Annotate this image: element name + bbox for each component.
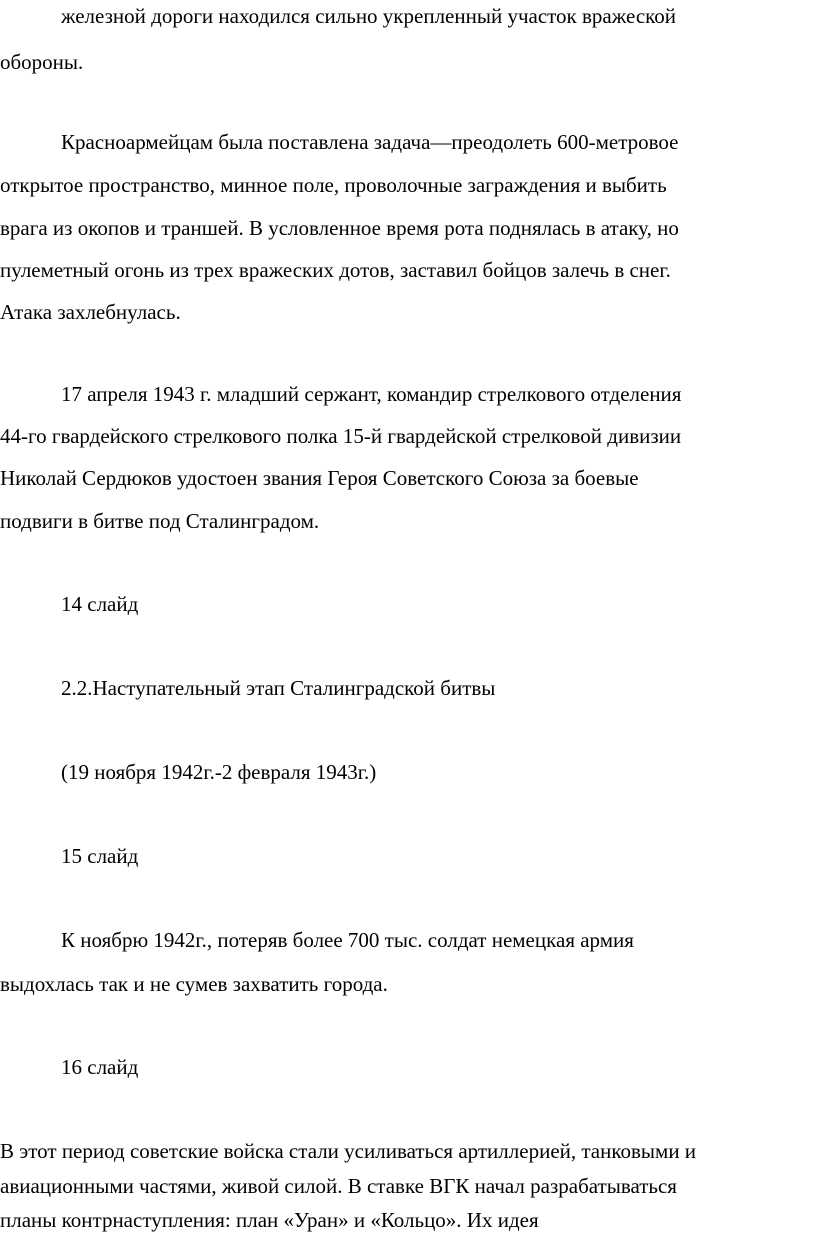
- text-line: К ноябрю 1942г., потеряв более 700 тыс. солдат немецкая армия: [61, 928, 634, 952]
- text-line: В этот период советские войска стали усиливаться артиллерией, танковыми и: [0, 1139, 697, 1163]
- text-line: врага из окопов и траншей. В условленное время рота поднялась в атаку, но: [0, 216, 679, 240]
- text-line: 17 апреля 1943 г. младший сержант, командир стрелкового отделения: [61, 382, 682, 406]
- text-line: железной дороги находился сильно укрепленный участок вражеской: [61, 4, 677, 28]
- text-line: подвиги в битве под Сталинградом.: [0, 509, 320, 533]
- text-line: Красноармейцам была поставлена задача—преодолеть 600-метровое: [61, 130, 679, 154]
- slide-marker: 15 слайд: [61, 844, 139, 868]
- text-line: обороны.: [0, 50, 84, 74]
- text-line: Николай Сердюков удостоен звания Героя Советского Союза за боевые: [0, 466, 639, 490]
- text-line: планы контрнаступления: план «Уран» и «Кольцо». Их идея: [0, 1208, 539, 1232]
- slide-marker: 14 слайд: [61, 592, 139, 616]
- slide-marker: 16 слайд: [61, 1055, 139, 1079]
- text-line: 44-го гвардейского стрелкового полка 15-й гвардейской стрелковой дивизии: [0, 424, 682, 448]
- text-line: открытое пространство, минное поле, проволочные заграждения и выбить: [0, 173, 667, 197]
- text-line: выдохлась так и не сумев захватить города.: [0, 972, 388, 996]
- date-range: (19 ноября 1942г.-2 февраля 1943г.): [61, 760, 377, 784]
- text-line: Атака захлебнулась.: [0, 300, 181, 324]
- text-line: пулеметный огонь из трех вражеских дотов, заставил бойцов залечь в снег.: [0, 258, 671, 282]
- text-line: авиационными частями, живой силой. В ставке ВГК начал разрабатываться: [0, 1174, 677, 1198]
- section-heading: 2.2.Наступательный этап Сталинградской битвы: [61, 676, 496, 700]
